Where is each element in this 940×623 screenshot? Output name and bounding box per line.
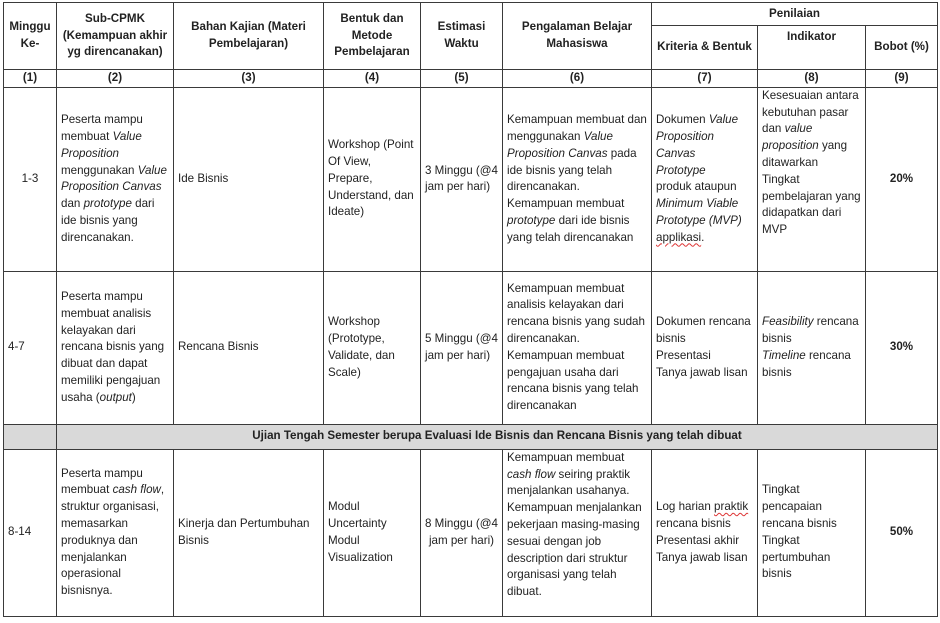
text: Kemampuan membuat analisis kelayakan dari rencana bisnis yang sudah direncanakan. bbox=[507, 281, 645, 345]
text-italic: cash flow bbox=[507, 467, 556, 481]
header-bahan-kajian: Bahan Kajian (Materi Pembelajaran) bbox=[174, 3, 324, 70]
text: Peserta mampu membuat bbox=[61, 466, 143, 497]
cell-indikator bbox=[758, 271, 866, 424]
text-italic: Timeline bbox=[762, 348, 806, 362]
cell-estimasi: 5 Minggu (@4 jam per hari) bbox=[421, 271, 503, 424]
text-italic: prototype bbox=[507, 213, 556, 227]
cell-bobot: 50% bbox=[866, 449, 938, 616]
cell-minggu: 1-3 bbox=[4, 87, 57, 271]
text: Tingkat pertumbuhan bisnis bbox=[762, 533, 831, 581]
cell-kriteria bbox=[652, 87, 758, 271]
cell-bobot: 20% bbox=[866, 87, 938, 271]
cell-minggu: 8-14 bbox=[4, 449, 57, 616]
cell-bahan-kajian: Kinerja dan Pertumbuhan Bisnis bbox=[174, 449, 324, 616]
column-number: (8) bbox=[758, 70, 866, 88]
text: Tanya jawab lisan bbox=[656, 550, 748, 564]
text: Dokumen rencana bisnis bbox=[656, 315, 751, 345]
text: rencana bisnis bbox=[656, 517, 731, 530]
column-number: (9) bbox=[866, 70, 938, 88]
text-italic: value proposition bbox=[762, 122, 819, 153]
text: Tingkat pembelajaran yang didapatkan dari MVP bbox=[762, 172, 861, 237]
text: , struktur organisasi, memasarkan produknya dan menjalankan operasional bisnisnya. bbox=[61, 483, 165, 598]
cell-bahan-kajian: Ide Bisnis bbox=[174, 87, 324, 271]
text-italic: output bbox=[99, 390, 132, 404]
text: pada ide bisnis yang telah direncanakan. bbox=[507, 146, 637, 194]
header-kriteria: Kriteria & Bentuk bbox=[652, 26, 758, 70]
text: produk ataupun bbox=[656, 180, 737, 194]
text-italic: Minimum Viable Prototype (MVP) bbox=[656, 197, 742, 227]
column-number: (7) bbox=[652, 70, 758, 88]
text: rencana bisnis bbox=[762, 315, 859, 345]
text: Kemampuan membuat dan menggunakan bbox=[507, 113, 647, 143]
cell-sub-cpmk bbox=[57, 87, 174, 271]
text: Log harian bbox=[656, 500, 715, 514]
column-number-row bbox=[4, 70, 938, 88]
cell-bentuk-metode: Workshop (Prototype, Validate, dan Scale) bbox=[324, 271, 421, 424]
midterm-label: Ujian Tengah Semester berupa Evaluasi Ide Bisnis dan Rencana Bisnis yang telah dibuat bbox=[57, 424, 938, 449]
text: Kesesuaian antara kebutuhan pasar dan bbox=[762, 88, 859, 136]
text-italic: Value Proposition bbox=[61, 129, 142, 160]
cell-bobot: 30% bbox=[866, 271, 938, 424]
cell-bentuk-metode: Workshop (Point Of View, Prepare, Understand, dan Ideate) bbox=[324, 87, 421, 271]
text: Kemampuan menjalankan pekerjaan masing-masing sesuai dengan job description dari struktur organisasi yang telah dibuat. bbox=[507, 501, 642, 599]
text-italic: Value Proposition Canvas bbox=[656, 113, 739, 160]
column-number: (3) bbox=[174, 70, 324, 88]
rps-table bbox=[3, 2, 938, 617]
header-estimasi: Estimasi Waktu bbox=[421, 3, 503, 70]
column-number: (5) bbox=[421, 70, 503, 88]
text: yang ditawarkan bbox=[762, 139, 848, 169]
text: Tingkat pencapaian rencana bisnis bbox=[762, 483, 837, 530]
text: Presentasi akhir bbox=[656, 533, 740, 547]
cell-indikator bbox=[758, 87, 866, 271]
cell-sub-cpmk bbox=[57, 449, 174, 616]
text: Modul Uncertainty bbox=[328, 500, 387, 530]
midterm-row bbox=[4, 424, 938, 449]
text: dari ide bisnis yang direncanakan. bbox=[61, 197, 155, 244]
text: rencana bisnis bbox=[762, 348, 851, 379]
header-bentuk-metode: Bentuk dan Metode Pembelajaran bbox=[324, 3, 421, 70]
header-pengalaman: Pengalaman Belajar Mahasiswa bbox=[503, 3, 652, 70]
text-italic: Value Proposition Canvas bbox=[507, 129, 613, 160]
cell-minggu: 4-7 bbox=[4, 271, 57, 424]
cell-indikator bbox=[758, 449, 866, 616]
cell-pengalaman bbox=[503, 271, 652, 424]
header-bobot: Bobot (%) bbox=[866, 26, 938, 70]
spellcheck-word: praktik bbox=[714, 500, 749, 514]
cell-pengalaman bbox=[503, 449, 652, 616]
text: Tanya jawab lisan bbox=[656, 365, 748, 379]
text: Presentasi bbox=[656, 348, 711, 362]
header-minggu: Minggu Ke- bbox=[4, 3, 57, 70]
cell-kriteria bbox=[652, 271, 758, 424]
column-number: (2) bbox=[57, 70, 174, 88]
column-number: (6) bbox=[503, 70, 652, 88]
cell-estimasi: 8 Minggu (@4 jam per hari) bbox=[421, 449, 503, 616]
text: dari ide bisnis yang telah direncanakan bbox=[507, 213, 634, 244]
header-row bbox=[4, 3, 938, 26]
text: . bbox=[701, 230, 705, 244]
header-penilaian: Penilaian bbox=[652, 3, 938, 26]
text: Modul Visualization bbox=[328, 533, 393, 564]
cell-estimasi: 3 Minggu (@4 jam per hari) bbox=[421, 87, 503, 271]
cell-kriteria bbox=[652, 449, 758, 616]
text: menggunakan bbox=[61, 163, 138, 177]
midterm-blank-cell bbox=[4, 424, 57, 449]
text-italic: Value Proposition Canvas bbox=[61, 163, 167, 194]
text-italic: cash flow bbox=[112, 483, 161, 497]
text: Peserta mampu membuat analisis kelayakan dari rencana bisnis yang dibuat dan dapat memiliki pengajuan usaha ( bbox=[61, 290, 165, 404]
table-row bbox=[4, 87, 938, 271]
text: seiring praktik menjalankan usahanya. bbox=[507, 467, 631, 498]
text-italic: Prototype bbox=[656, 163, 706, 177]
cell-bentuk-metode bbox=[324, 449, 421, 616]
table-row bbox=[4, 271, 938, 424]
text: Kemampuan membuat pengajuan usaha dari rencana bisnis yang telah direncanakan bbox=[507, 348, 639, 413]
cell-pengalaman bbox=[503, 87, 652, 271]
cell-sub-cpmk bbox=[57, 271, 174, 424]
table-row bbox=[4, 449, 938, 616]
column-number: (1) bbox=[4, 70, 57, 88]
text: Kemampuan membuat bbox=[507, 197, 625, 211]
spellcheck-word: applikasi bbox=[656, 230, 702, 244]
text: ) bbox=[131, 390, 136, 404]
cell-bahan-kajian: Rencana Bisnis bbox=[174, 271, 324, 424]
header-indikator: Indikator bbox=[758, 26, 866, 70]
text: Peserta mampu membuat bbox=[61, 113, 143, 143]
text-italic: prototype bbox=[83, 197, 132, 211]
header-sub-cpmk: Sub-CPMK (Kemampuan akhir yg direncanakan) bbox=[57, 3, 174, 70]
text: Dokumen bbox=[656, 113, 709, 127]
column-number: (4) bbox=[324, 70, 421, 88]
text: Kemampuan membuat bbox=[507, 450, 625, 464]
text: dan bbox=[61, 197, 84, 211]
text-italic: Feasibility bbox=[762, 315, 814, 329]
